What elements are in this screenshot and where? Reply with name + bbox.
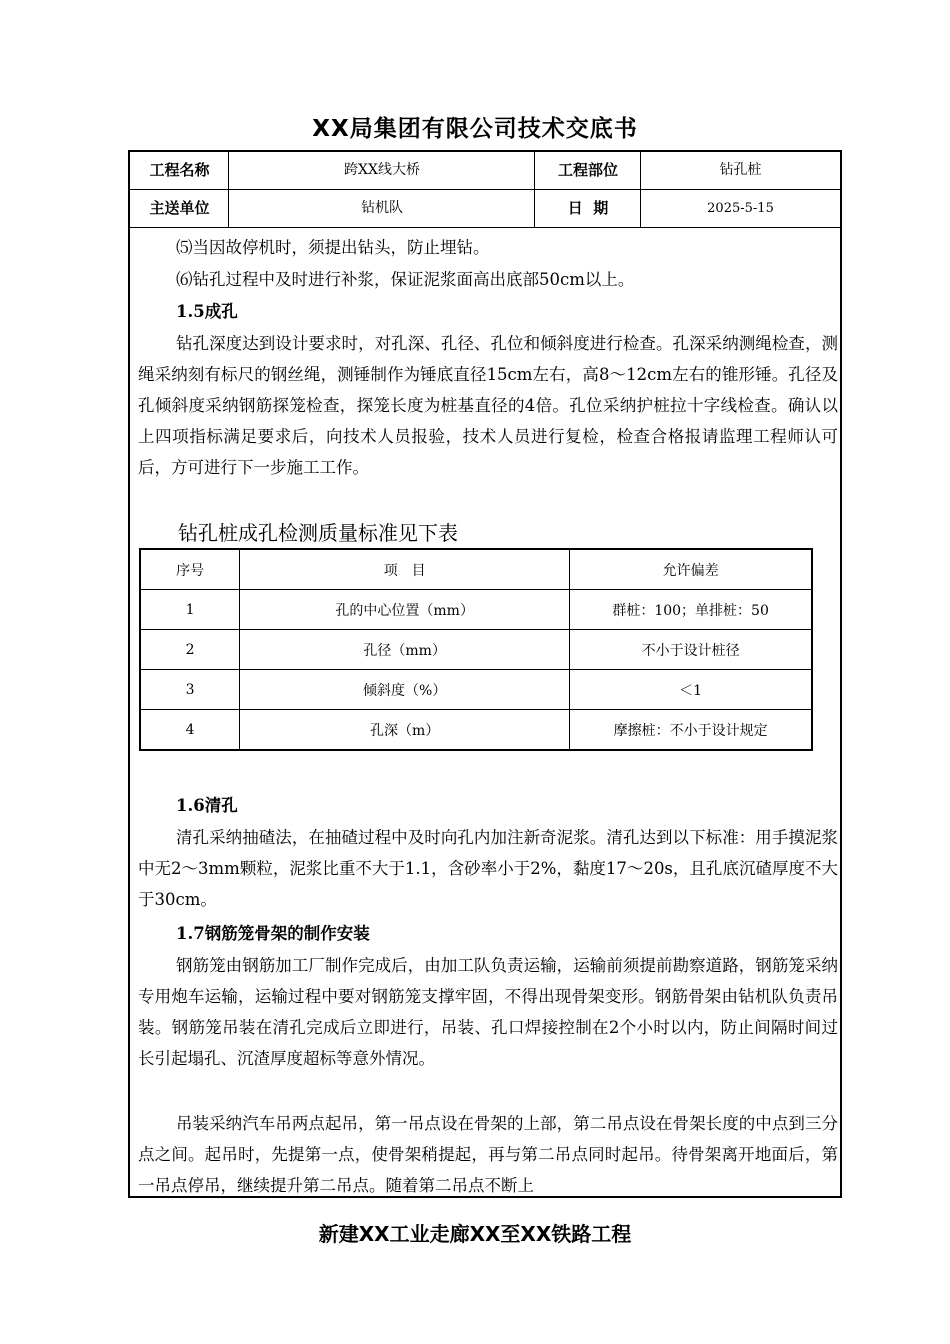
table-cell: 孔的中心位置（mm）	[240, 590, 570, 630]
section-1-6-title: 1.6清孔	[176, 796, 238, 815]
table-header-cell: 序号	[140, 549, 240, 590]
table-cell: 倾斜度（%）	[240, 670, 570, 710]
disclosure-frame	[128, 150, 842, 1198]
item-5: ⑸当因故停机时，须提出钻头，防止埋钻。	[176, 238, 490, 257]
document-footer: 新建XX工业走廊XX至XX铁路工程	[318, 1222, 632, 1246]
table-cell: 1	[140, 590, 240, 630]
section-1-7-text-2: 吊装采纳汽车吊两点起吊，第一吊点设在骨架的上部，第二吊点设在骨架长度的中点到三分点之间。起吊时，先提第一点，使骨架稍提起，再与第二吊点同时起吊。待骨架离开地面后，第一吊点停吊，继续提升第二吊点。随着第二吊点不断上	[138, 1114, 838, 1195]
table-cell: 不小于设计桩径	[570, 630, 812, 670]
table-header-cell: 允许偏差	[570, 549, 812, 590]
table-row	[140, 630, 812, 670]
item-6: ⑹钻孔过程中及时进行补浆，保证泥浆面高出底部50cm以上。	[176, 270, 635, 289]
recipient-label: 主送单位	[149, 199, 210, 217]
table-header-row	[140, 549, 812, 590]
section-1-5-text: 钻孔深度达到设计要求时，对孔深、孔径、孔位和倾斜度进行检查。孔深采纳测绳检查，测绳采纳刻有标尺的钢丝绳，测锤制作为锤底直径15cm左右，高8～12cm左右的锥形锤。孔径及孔倾斜度采纳钢筋探笼检查，探笼长度为桩基直径的4倍。孔位采纳护桩拉十字线检查。确认以上四项指标满足要求后，向技术人员报验，技术人员进行复检，检查合格报请监理工程师认可后，方可进行下一步施工工作。	[138, 334, 838, 477]
header-divider	[534, 152, 535, 228]
quality-standard-table	[139, 548, 813, 751]
header-row-recipient	[130, 190, 840, 228]
table-cell: 4	[140, 710, 240, 751]
table-caption: 钻孔桩成孔检测质量标准见下表	[178, 521, 458, 545]
project-name-label: 工程名称	[149, 161, 210, 179]
header-divider	[640, 152, 641, 228]
header-divider	[228, 152, 229, 228]
table-cell: 摩擦桩：不小于设计规定	[570, 710, 812, 751]
section-1-7-title: 1.7钢筋笼骨架的制作安装	[176, 924, 370, 943]
project-part-value: 钻孔桩	[719, 162, 762, 178]
table-cell: 2	[140, 630, 240, 670]
document-title: XX局集团有限公司技术交底书	[312, 116, 638, 142]
date-value: 2025-5-15	[707, 201, 774, 216]
table-row	[140, 590, 812, 630]
project-name-value: 跨XX线大桥	[344, 162, 420, 178]
table-cell: 孔深（m）	[240, 710, 570, 751]
section-1-6-text: 清孔采纳抽碴法，在抽碴过程中及时向孔内加注新奇泥浆。清孔达到以下标准：用手摸泥浆中无2～3mm颗粒，泥浆比重不大于1.1，含砂率小于2%，黏度17～20s，且孔底沉碴厚度不大于30cm。	[138, 828, 838, 909]
table-header-cell: 项 目	[240, 549, 570, 590]
section-1-5-title: 1.5成孔	[176, 302, 238, 321]
table-cell: 群桩：100；单排桩：50	[570, 590, 812, 630]
project-part-label: 工程部位	[557, 161, 618, 179]
date-label: 日 期	[567, 199, 609, 217]
table-cell: 孔径（mm）	[240, 630, 570, 670]
table-cell: 3	[140, 670, 240, 710]
table-row	[140, 710, 812, 751]
header-row-project	[130, 152, 840, 190]
table-row	[140, 670, 812, 710]
recipient-value: 钻机队	[361, 200, 403, 216]
table-cell: ＜1	[570, 670, 812, 710]
section-1-7-text-1: 钢筋笼由钢筋加工厂制作完成后，由加工队负责运输，运输前须提前勘察道路，钢筋笼采纳专用炮车运输，运输过程中要对钢筋笼支撑牢固，不得出现骨架变形。钢筋骨架由钻机队负责吊装。钢筋笼吊装在清孔完成后立即进行，吊装、孔口焊接控制在2个小时以内，防止间隔时间过长引起塌孔、沉渣厚度超标等意外情况。	[138, 956, 838, 1068]
